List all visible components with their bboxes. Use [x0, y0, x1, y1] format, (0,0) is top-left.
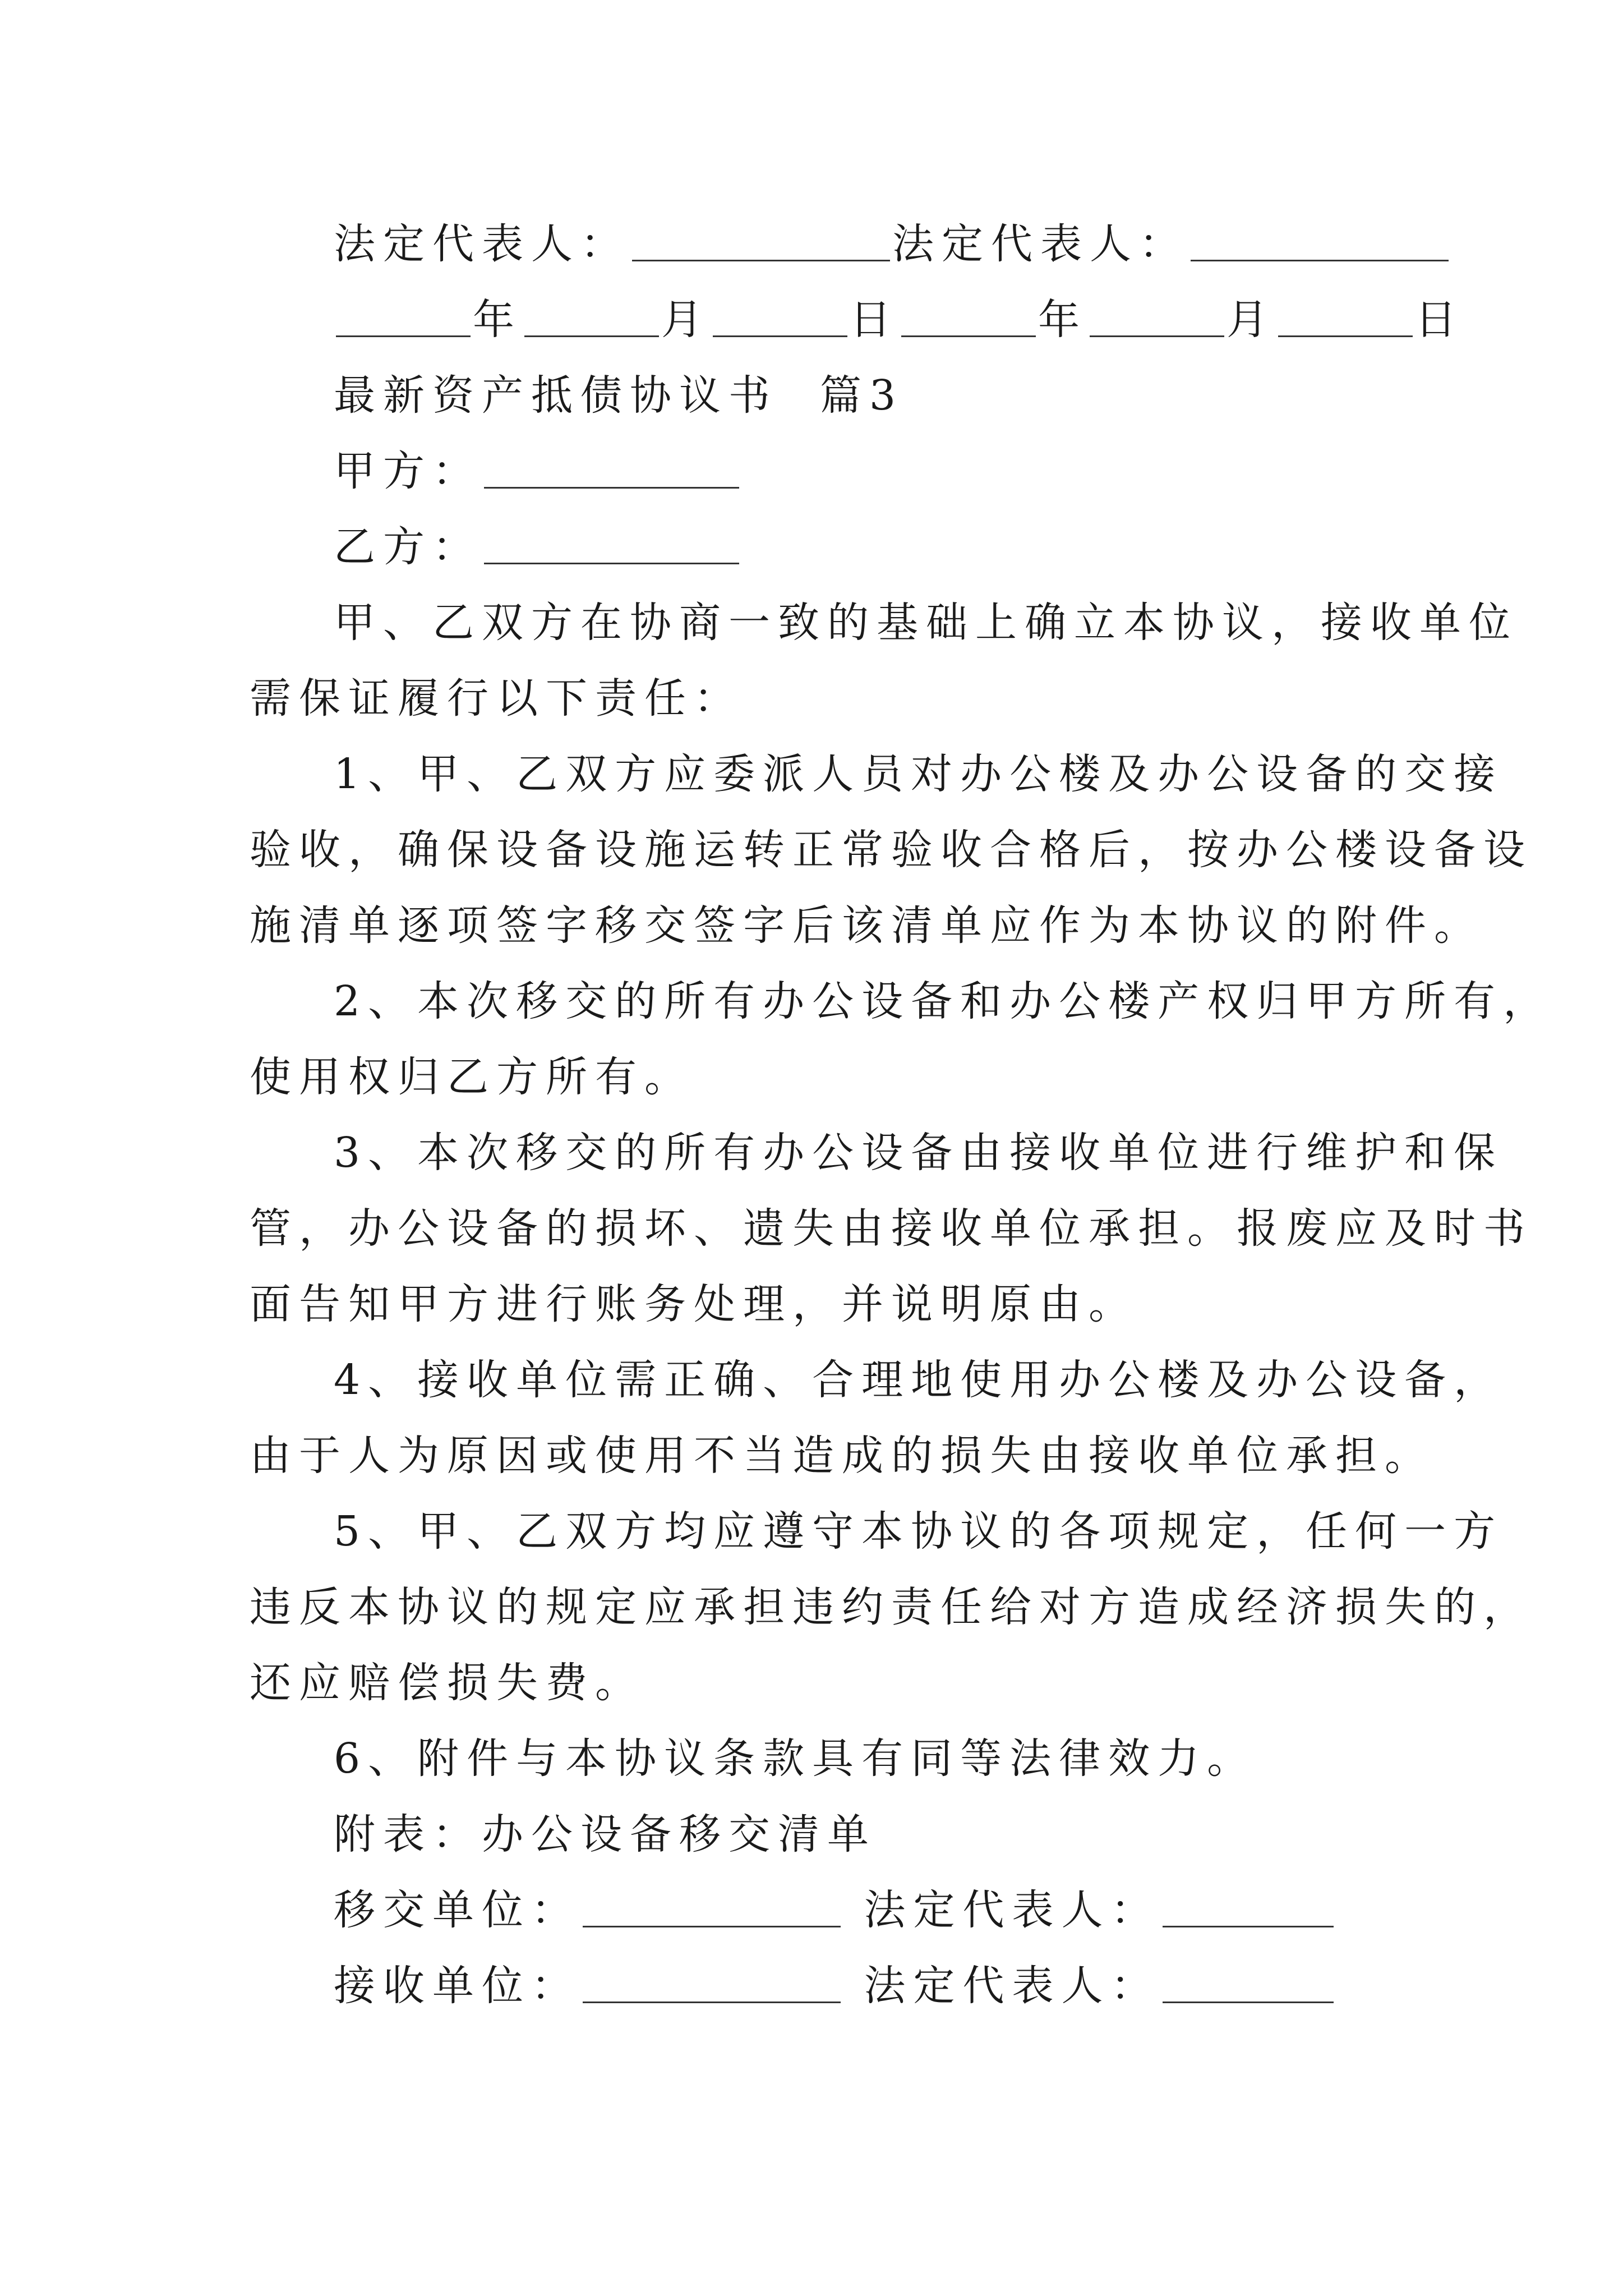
clause-6-line-1: 6、附件与本协议条款具有同等法律效力。 — [334, 1734, 1257, 1783]
receive-signature-row — [334, 1958, 1336, 2014]
day-label-right: 日 — [1415, 296, 1464, 344]
date-row — [334, 292, 1464, 348]
intro-line-1: 甲、乙双方在协商一致的基础上确立本协议，接收单位 — [334, 599, 1518, 647]
receive-unit-blank — [583, 1962, 841, 2003]
section-title-text: 最新资产抵债协议书 — [334, 371, 778, 420]
receive-legal-rep-label: 法定代表人： — [864, 1962, 1160, 2010]
party-b-row — [334, 519, 741, 575]
clause-4-line-2: 由于人为原因或使用不当造成的损失由接收单位承担。 — [250, 1432, 1434, 1480]
party-a-row — [334, 443, 741, 499]
clause-3-line-2: 管，办公设备的损坏、遗失由接收单位承担。报废应及时书 — [250, 1204, 1533, 1253]
clause-5-line-1: 5、甲、乙双方均应遵守本协议的各项规定，任何一方 — [334, 1507, 1504, 1556]
section-part: 篇3 — [820, 371, 904, 420]
intro-line-2: 需保证履行以下责任： — [250, 674, 743, 723]
clause-3-line-1: 3、本次移交的所有办公设备由接收单位进行维护和保 — [334, 1129, 1504, 1177]
clause-4-line-1: 4、接收单位需正确、合理地使用办公楼及办公设备， — [334, 1356, 1504, 1404]
section-title — [334, 367, 903, 424]
clause-2-line-2: 使用权归乙方所有。 — [250, 1053, 694, 1101]
clause-1-line-1: 1、甲、乙双方应委派人员对办公楼及办公设备的交接 — [334, 750, 1504, 798]
party-b-blank — [484, 523, 739, 564]
legal-rep-blank-left — [632, 220, 890, 261]
party-a-blank — [484, 448, 739, 489]
clause-5-line-3: 还应赔偿损失费。 — [250, 1659, 644, 1707]
top-signature-row — [334, 216, 1451, 272]
month-label-right: 月 — [1227, 296, 1276, 344]
clause-2-line-1: 2、本次移交的所有办公设备和办公楼产权归甲方所有， — [334, 977, 1553, 1025]
clause-1-line-3: 施清单逐项签字移交签字后该清单应作为本协议的附件。 — [250, 901, 1483, 950]
clause-3-line-3: 面告知甲方进行账务处理，并说明原由。 — [250, 1280, 1138, 1328]
year-label-left: 年 — [473, 296, 522, 344]
party-b-label: 乙方： — [334, 523, 482, 571]
legal-rep-blank-right — [1191, 220, 1449, 261]
party-a-label: 甲方： — [334, 447, 482, 495]
clause-1-line-2: 验收，确保设备设施运转正常验收合格后，按办公楼设备设 — [250, 826, 1533, 874]
month-label-left: 月 — [661, 296, 711, 344]
clause-5-line-2: 违反本协议的规定应承担违约责任给对方造成经济损失的， — [250, 1583, 1533, 1631]
month-blank-left — [524, 296, 659, 337]
legal-rep-label-left: 法定代表人： — [334, 220, 630, 268]
transfer-legal-rep-label: 法定代表人： — [864, 1886, 1160, 1934]
transfer-legal-rep-blank — [1163, 1887, 1334, 1927]
year-blank-left — [336, 296, 471, 337]
attachment-title: 附表：办公设备移交清单 — [334, 1810, 877, 1858]
year-label-right: 年 — [1038, 296, 1087, 344]
receive-unit-label: 接收单位： — [334, 1962, 580, 2010]
transfer-unit-label: 移交单位： — [334, 1886, 580, 1934]
receive-legal-rep-blank — [1163, 1962, 1334, 2003]
legal-rep-label-right: 法定代表人： — [892, 220, 1188, 268]
month-blank-right — [1090, 296, 1224, 337]
transfer-unit-blank — [583, 1887, 841, 1927]
day-blank-right — [1278, 296, 1413, 337]
day-label-left: 日 — [850, 296, 899, 344]
transfer-signature-row — [334, 1882, 1336, 1938]
year-blank-right — [901, 296, 1036, 337]
day-blank-left — [713, 296, 847, 337]
